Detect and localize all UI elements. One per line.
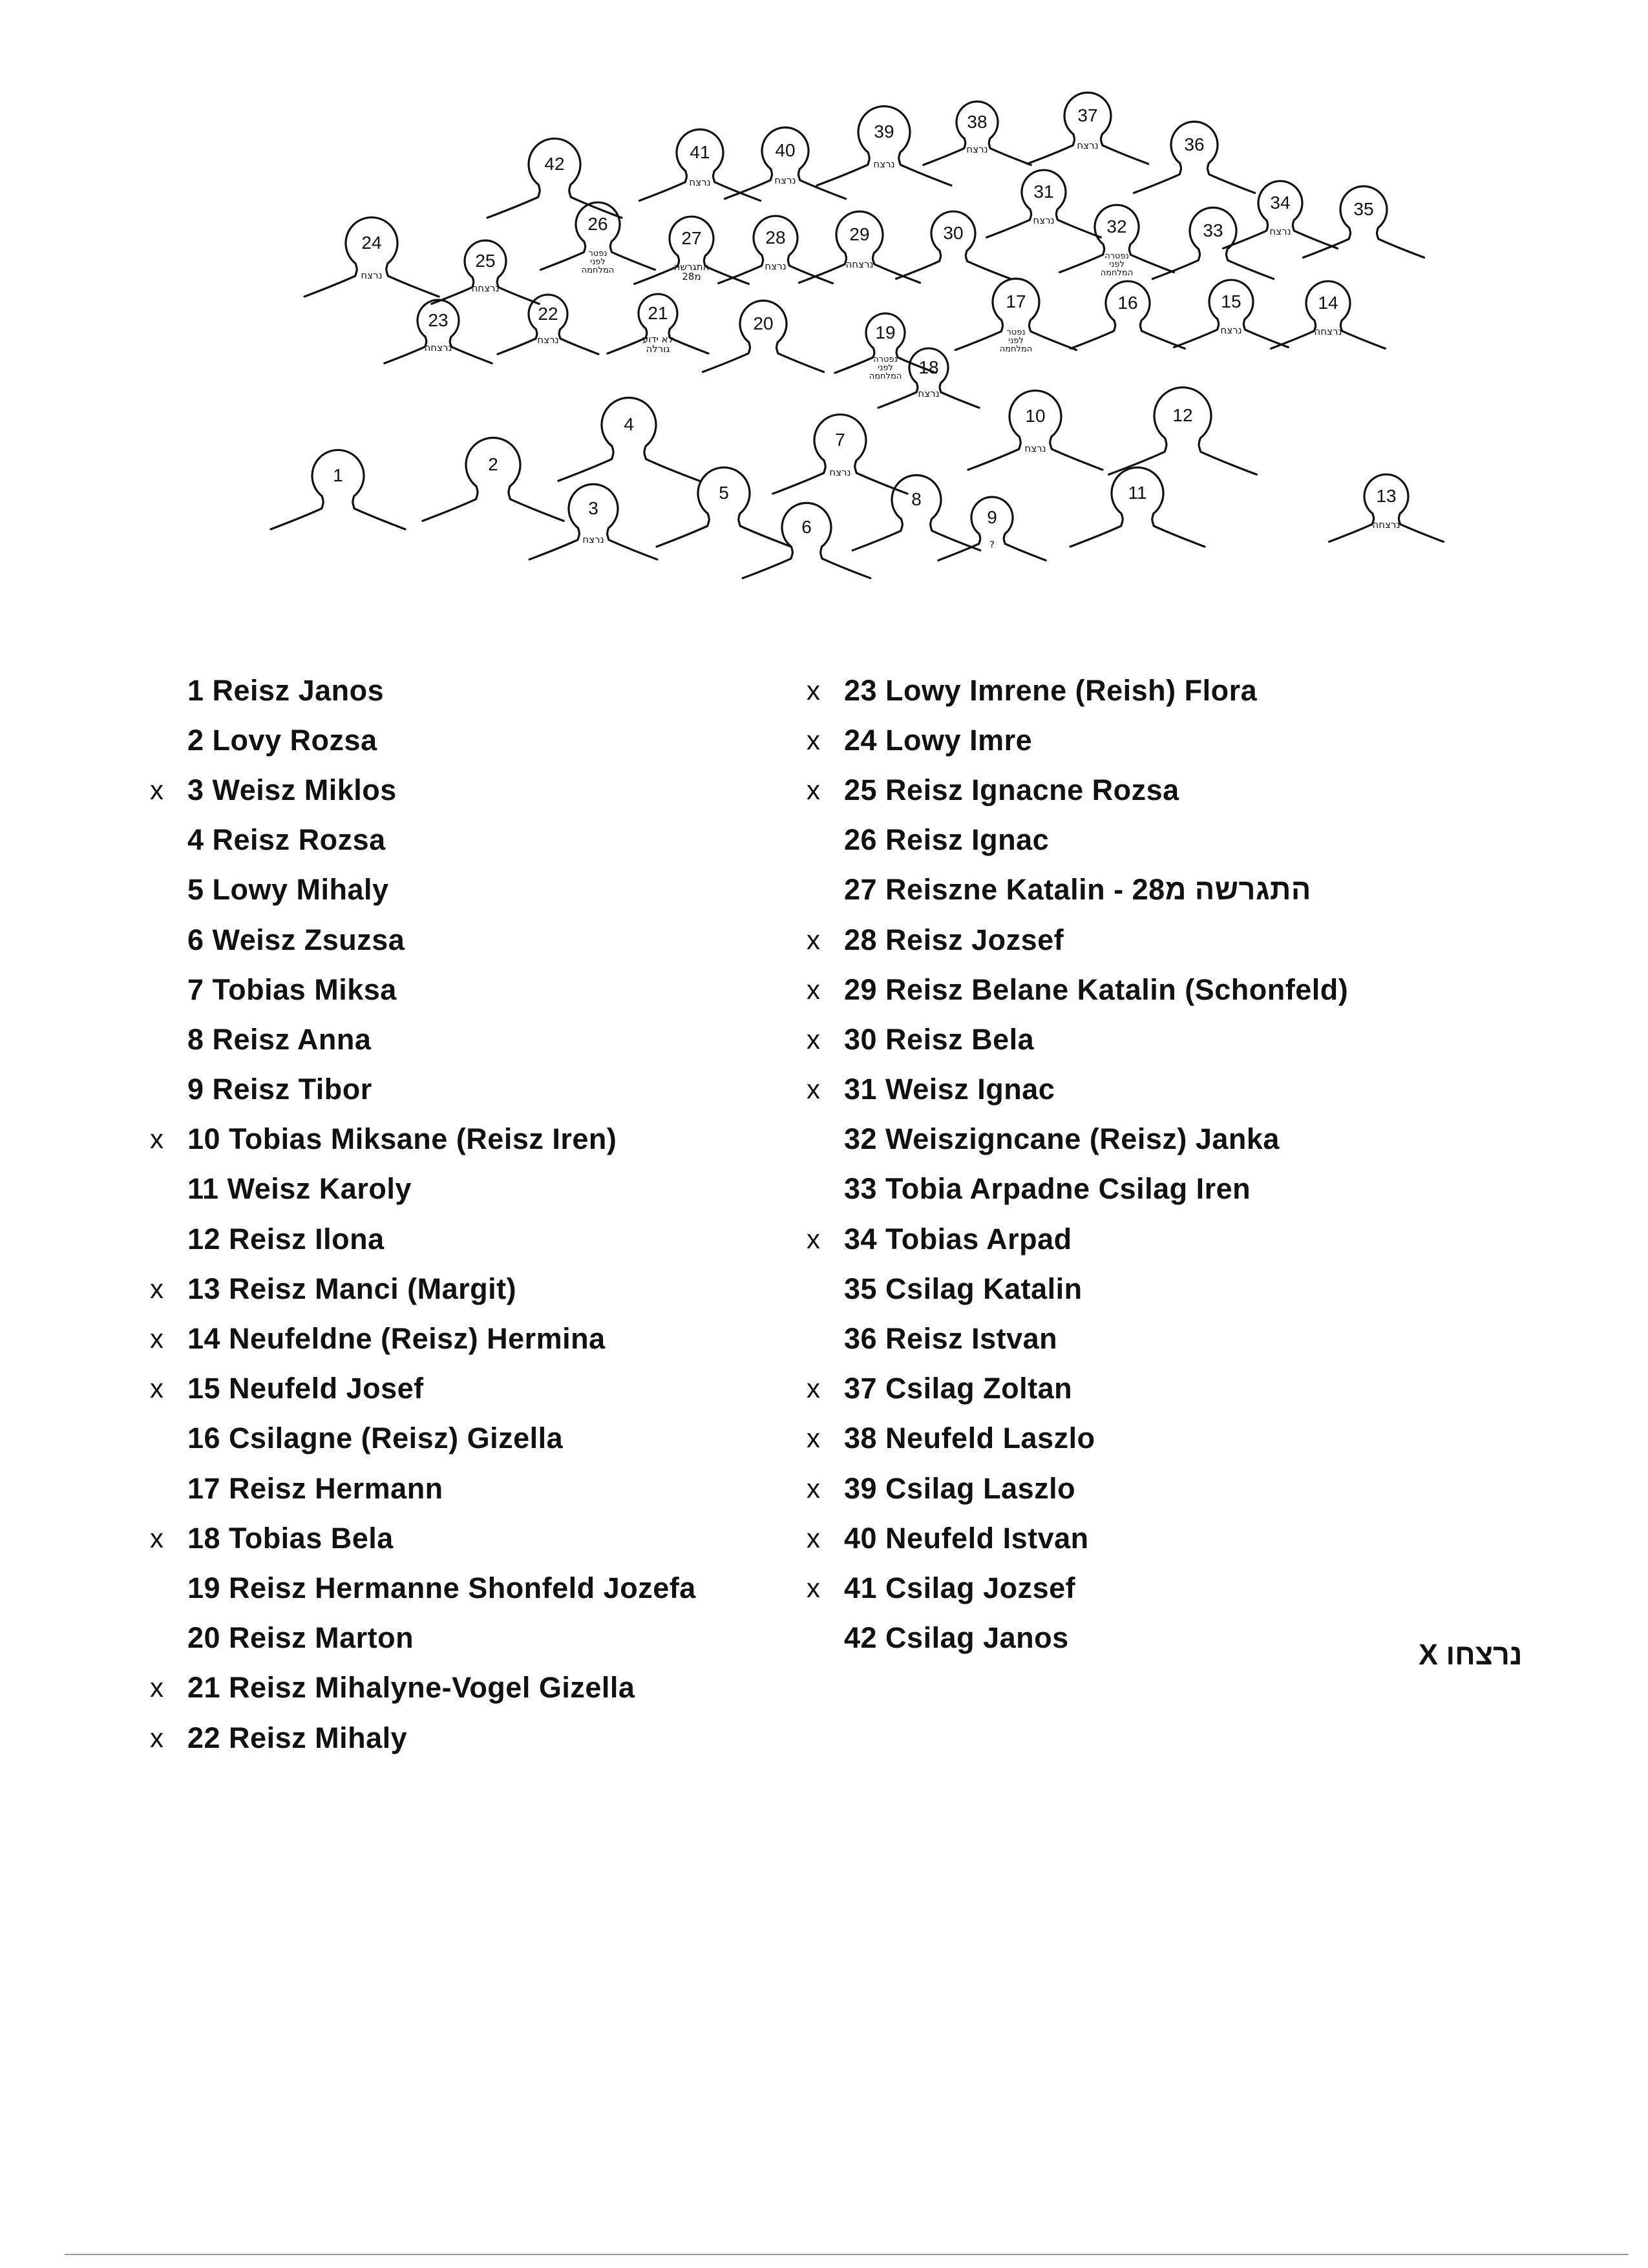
person-name: 37 Csilag Zoltan xyxy=(844,1372,1073,1405)
person-note: נרצח xyxy=(1024,443,1046,454)
person-name: 5 Lowy Mihaly xyxy=(187,873,389,907)
person-name: 34 Tobias Arpad xyxy=(844,1222,1072,1255)
person-note: נרצחה xyxy=(424,342,452,353)
person-silhouette xyxy=(1329,474,1444,541)
person-silhouette xyxy=(799,211,920,282)
person-name: 18 Tobias Bela xyxy=(187,1521,394,1555)
person-25 xyxy=(432,240,539,304)
name-entry xyxy=(807,1065,1550,1115)
person-note: נרצחה xyxy=(845,258,874,270)
person-number: 17 xyxy=(1006,291,1026,311)
person-silhouette xyxy=(724,127,845,198)
person-note: נפטר xyxy=(588,249,607,258)
murdered-mark: x xyxy=(807,974,821,1005)
person-31 xyxy=(987,170,1101,237)
person-number: 8 xyxy=(911,489,922,509)
person-name: 19 Reisz Hermanne Shonfeld Jozefa xyxy=(187,1571,696,1604)
person-12 xyxy=(1109,388,1257,475)
person-silhouette xyxy=(657,467,791,547)
person-name: 36 Reisz Istvan xyxy=(844,1322,1058,1356)
person-38 xyxy=(924,101,1031,165)
person-number: 32 xyxy=(1106,216,1127,236)
person-name: 14 Neufeldne (Reisz) Hermina xyxy=(187,1322,606,1356)
name-entry xyxy=(150,1613,893,1663)
person-name: 20 Reisz Marton xyxy=(187,1621,414,1655)
person-name: 8 Reisz Anna xyxy=(187,1022,372,1056)
person-note: נרצחה xyxy=(1314,326,1342,337)
person-number: 35 xyxy=(1353,199,1374,219)
person-note: נרצח xyxy=(829,467,851,478)
murdered-mark: x xyxy=(807,1074,821,1105)
person-name: 42 Csilag Janos xyxy=(844,1621,1069,1655)
person-number: 1 xyxy=(333,465,343,485)
person-note: נרצח xyxy=(361,269,383,281)
person-41 xyxy=(639,129,760,200)
person-number: 27 xyxy=(681,228,702,248)
person-name: 12 Reisz Ilona xyxy=(187,1222,385,1255)
name-entry xyxy=(150,1065,893,1115)
person-silhouette xyxy=(987,170,1101,237)
person-number: 18 xyxy=(918,357,939,377)
person-name: 15 Neufeld Josef xyxy=(187,1372,424,1405)
person-number: 12 xyxy=(1172,405,1193,425)
name-entry xyxy=(807,1563,1550,1613)
person-number: 10 xyxy=(1025,406,1046,426)
person-note: נרצח xyxy=(966,143,988,155)
murdered-mark: x xyxy=(807,774,821,805)
person-number: 41 xyxy=(690,142,710,162)
person-note: המלחמה xyxy=(1100,268,1134,278)
person-number: 19 xyxy=(875,322,896,342)
person-name: 32 Weiszigncane (Reisz) Janka xyxy=(844,1122,1280,1156)
person-name: 40 Neufeld Istvan xyxy=(844,1521,1089,1555)
person-33 xyxy=(1152,207,1273,278)
name-entry xyxy=(807,1513,1550,1563)
person-number: 20 xyxy=(753,313,774,333)
person-silhouette xyxy=(529,484,657,559)
person-20 xyxy=(703,300,823,372)
person-name: 33 Tobia Arpadne Csilag Iren xyxy=(844,1172,1251,1206)
person-note: ? xyxy=(989,539,995,551)
name-entry xyxy=(150,1663,893,1713)
name-entry xyxy=(150,765,893,815)
person-name: 25 Reisz Ignacne Rozsa xyxy=(844,773,1179,806)
person-number: 25 xyxy=(475,251,496,271)
person-9 xyxy=(938,497,1046,560)
person-27 xyxy=(635,216,749,284)
murdered-mark: x xyxy=(150,1273,164,1304)
person-silhouette xyxy=(896,211,1011,278)
person-note: נרצח xyxy=(537,334,559,346)
person-note: לא ידוע xyxy=(642,333,674,345)
name-entry xyxy=(150,1214,893,1264)
person-23 xyxy=(385,300,492,363)
person-number: 15 xyxy=(1221,291,1241,311)
person-silhouette xyxy=(703,300,823,372)
person-name: 26 Reisz Ignac xyxy=(844,823,1050,857)
person-note: נרצח xyxy=(873,158,895,170)
person-silhouette xyxy=(1134,121,1254,193)
person-name: 41 Csilag Jozsef xyxy=(844,1571,1076,1604)
person-number: 24 xyxy=(361,233,382,253)
person-silhouette xyxy=(1071,281,1185,348)
person-name: 4 Reisz Rozsa xyxy=(187,823,386,857)
murdered-mark: x xyxy=(807,724,821,755)
name-entry xyxy=(150,1014,893,1064)
person-note: נפטרה xyxy=(1104,251,1129,261)
person-name: 17 Reisz Hermann xyxy=(187,1471,443,1505)
name-entry xyxy=(150,666,893,715)
person-name: 35 Csilag Katalin xyxy=(844,1272,1083,1305)
person-number: 28 xyxy=(765,227,786,247)
person-silhouette xyxy=(924,101,1031,165)
person-number: 33 xyxy=(1203,220,1223,240)
murdered-mark: x xyxy=(150,1722,164,1753)
legend-text: נרצחו xyxy=(1446,1638,1523,1671)
person-number: 16 xyxy=(1117,293,1138,313)
person-29 xyxy=(799,211,920,282)
murdered-mark: x xyxy=(807,1473,821,1504)
name-entry xyxy=(150,865,893,915)
person-22 xyxy=(498,295,598,354)
name-entry xyxy=(150,1164,893,1214)
person-number: 34 xyxy=(1270,193,1291,213)
person-number: 36 xyxy=(1184,134,1205,154)
name-entry xyxy=(807,666,1550,715)
person-name: 6 Weisz Zsuzsa xyxy=(187,923,405,956)
murdered-mark: x xyxy=(150,1672,164,1703)
murdered-mark: x xyxy=(807,1024,821,1055)
person-name: 16 Csilagne (Reisz) Gizella xyxy=(187,1422,564,1455)
person-number: 21 xyxy=(648,303,668,323)
person-number: 30 xyxy=(943,223,964,243)
name-entry xyxy=(150,1314,893,1363)
person-8 xyxy=(852,475,980,550)
name-entry xyxy=(807,765,1550,815)
name-entry xyxy=(807,865,1550,915)
name-entry xyxy=(150,815,893,865)
person-silhouette xyxy=(852,475,980,550)
person-6 xyxy=(743,503,871,578)
person-name: 10 Tobias Miksane (Reisz Iren) xyxy=(187,1122,617,1156)
person-silhouette xyxy=(432,240,539,304)
person-silhouette xyxy=(1152,207,1273,278)
bottom-scan-line xyxy=(65,2254,1629,2255)
person-note: גורלה xyxy=(646,343,670,355)
person-silhouette xyxy=(1223,181,1338,248)
name-entry xyxy=(807,1115,1550,1164)
person-name: 30 Reisz Bela xyxy=(844,1022,1035,1056)
person-number: 22 xyxy=(538,304,558,324)
person-number: 7 xyxy=(835,430,845,450)
person-name: 39 Csilag Laszlo xyxy=(844,1471,1076,1505)
person-number: 3 xyxy=(588,498,598,518)
legend-mark: X xyxy=(1419,1638,1439,1671)
person-silhouette xyxy=(304,217,439,297)
person-number: 40 xyxy=(775,140,796,160)
name-entry xyxy=(150,1713,893,1763)
person-name: 29 Reisz Belane Katalin (Schonfeld) xyxy=(844,972,1349,1006)
person-14 xyxy=(1271,281,1386,348)
person-number: 23 xyxy=(428,310,449,330)
name-entry xyxy=(807,1214,1550,1264)
person-note: לפני xyxy=(1008,336,1024,346)
person-7 xyxy=(773,414,907,494)
murdered-mark: x xyxy=(150,774,164,805)
person-name: 7 Tobias Miksa xyxy=(187,972,397,1006)
person-silhouette xyxy=(271,450,405,529)
person-number: 5 xyxy=(719,483,729,503)
person-note: נרצח xyxy=(918,388,940,399)
person-number: 42 xyxy=(544,154,565,174)
person-26 xyxy=(541,202,655,275)
person-number: 11 xyxy=(1128,483,1147,503)
person-name: 22 Reisz Mihaly xyxy=(187,1721,408,1754)
person-silhouette xyxy=(817,106,951,185)
person-39 xyxy=(817,106,951,185)
person-silhouette xyxy=(423,437,564,521)
person-35 xyxy=(1303,186,1424,257)
person-note: נרצח xyxy=(1077,140,1099,151)
person-note: נרצח xyxy=(1033,215,1055,226)
name-entry xyxy=(807,1364,1550,1414)
person-note: התגרשה xyxy=(673,261,710,273)
murdered-mark: x xyxy=(150,1373,164,1404)
person-15 xyxy=(1174,280,1289,347)
person-16 xyxy=(1071,281,1185,348)
person-21 xyxy=(607,294,708,355)
person-number: 6 xyxy=(801,517,812,537)
person-number: 26 xyxy=(587,214,608,234)
person-silhouette xyxy=(1070,467,1205,547)
person-number: 9 xyxy=(987,507,997,527)
person-34 xyxy=(1223,181,1338,248)
person-42 xyxy=(487,138,622,218)
name-entry xyxy=(150,1513,893,1563)
person-11 xyxy=(1070,467,1205,547)
person-note: נרצח xyxy=(582,534,604,545)
name-entry xyxy=(807,815,1550,865)
person-13 xyxy=(1329,474,1444,541)
name-entry xyxy=(150,1264,893,1314)
person-silhouette xyxy=(938,497,1046,560)
name-entry xyxy=(150,1115,893,1164)
name-entry xyxy=(807,1164,1550,1214)
name-entry xyxy=(150,1364,893,1414)
person-2 xyxy=(423,437,564,521)
person-number: 39 xyxy=(874,121,894,142)
legend xyxy=(1419,1638,1522,1672)
person-silhouette xyxy=(773,414,907,494)
person-note: המלחמה xyxy=(581,266,615,275)
person-17 xyxy=(955,278,1076,354)
name-entry xyxy=(150,1563,893,1613)
names-list-left xyxy=(150,666,893,1763)
person-30 xyxy=(896,211,1011,278)
person-number: 37 xyxy=(1077,105,1098,125)
person-silhouette xyxy=(558,397,699,481)
person-name: 38 Neufeld Laszlo xyxy=(844,1422,1095,1455)
person-note: המלחמה xyxy=(869,372,902,381)
person-name: 27 Reiszne Katalin - התגרשה מ28 xyxy=(844,873,1311,907)
person-3 xyxy=(529,484,657,559)
name-entry xyxy=(807,1414,1550,1464)
murdered-mark: x xyxy=(150,1124,164,1155)
murdered-mark: x xyxy=(807,675,821,706)
person-name: 23 Lowy Imrene (Reish) Flora xyxy=(844,673,1258,707)
group-photo-key-diagram xyxy=(0,0,1648,633)
person-note: נפטר xyxy=(1006,328,1026,337)
person-note: המלחמה xyxy=(999,344,1033,354)
person-name: 13 Reisz Manci (Margit) xyxy=(187,1272,517,1305)
murdered-mark: x xyxy=(807,1373,821,1404)
person-silhouette xyxy=(1174,280,1289,347)
person-name: 3 Weisz Miklos xyxy=(187,773,397,806)
names-list-right xyxy=(807,666,1550,1663)
person-number: 31 xyxy=(1033,182,1054,202)
person-note: לפני xyxy=(878,363,893,373)
person-number: 29 xyxy=(849,224,870,244)
name-entry xyxy=(807,915,1550,965)
person-note: נרצחה xyxy=(1372,519,1400,530)
person-note: לפני xyxy=(1109,260,1125,269)
person-silhouette xyxy=(968,390,1103,470)
person-note: נרצח xyxy=(1220,324,1242,336)
name-entry xyxy=(807,1014,1550,1064)
person-40 xyxy=(724,127,845,198)
person-4 xyxy=(558,397,699,481)
person-5 xyxy=(657,467,791,547)
murdered-mark: x xyxy=(807,1423,821,1454)
name-entry xyxy=(150,1414,893,1464)
person-24 xyxy=(304,217,439,297)
person-name: 9 Reisz Tibor xyxy=(187,1073,372,1106)
name-entry xyxy=(807,965,1550,1014)
person-32 xyxy=(1060,205,1174,278)
person-10 xyxy=(968,390,1103,470)
person-number: 14 xyxy=(1318,293,1338,313)
person-note: מ28 xyxy=(682,271,701,282)
person-1 xyxy=(271,450,405,529)
person-name: 2 Lovy Rozsa xyxy=(187,723,377,757)
person-note: נרצחה xyxy=(471,282,500,294)
person-name: 31 Weisz Ignac xyxy=(844,1073,1055,1106)
person-silhouette xyxy=(743,503,871,578)
person-silhouette xyxy=(385,300,492,363)
person-37 xyxy=(1027,92,1148,163)
murdered-mark: x xyxy=(807,1572,821,1603)
name-entry xyxy=(807,1314,1550,1363)
name-entry xyxy=(807,715,1550,765)
name-entry xyxy=(150,715,893,765)
name-entry xyxy=(807,1464,1550,1513)
name-entry xyxy=(150,965,893,1014)
person-note: נרצח xyxy=(774,174,796,186)
person-note: נרצח xyxy=(765,260,787,272)
person-silhouette xyxy=(487,138,622,218)
name-entry xyxy=(150,915,893,965)
person-note: לפני xyxy=(590,257,606,267)
person-silhouette xyxy=(719,216,833,283)
person-36 xyxy=(1134,121,1254,193)
person-name: 11 Weisz Karoly xyxy=(187,1172,412,1206)
person-silhouette xyxy=(1271,281,1386,348)
person-note: נפטרה xyxy=(873,355,898,364)
person-silhouette xyxy=(1109,388,1257,475)
person-silhouette xyxy=(1303,186,1424,257)
person-note: נרצח xyxy=(689,176,711,188)
person-number: 38 xyxy=(967,112,988,132)
person-number: 2 xyxy=(488,454,498,474)
person-28 xyxy=(719,216,833,283)
name-entry xyxy=(150,1464,893,1513)
person-number: 13 xyxy=(1376,486,1397,506)
person-name: 24 Lowy Imre xyxy=(844,723,1033,757)
person-note: נרצח xyxy=(1269,226,1291,237)
person-name: 28 Reisz Jozsef xyxy=(844,923,1064,956)
person-number: 4 xyxy=(624,414,634,434)
murdered-mark: x xyxy=(150,1323,164,1354)
name-entry xyxy=(807,1264,1550,1314)
person-silhouette xyxy=(639,129,760,200)
murdered-mark: x xyxy=(807,924,821,955)
person-silhouette xyxy=(1027,92,1148,163)
person-name: 1 Reisz Janos xyxy=(187,673,385,707)
murdered-mark: x xyxy=(807,1223,821,1254)
murdered-mark: x xyxy=(807,1522,821,1553)
murdered-mark: x xyxy=(150,1522,164,1553)
person-name: 21 Reisz Mihalyne-Vogel Gizella xyxy=(187,1671,635,1705)
